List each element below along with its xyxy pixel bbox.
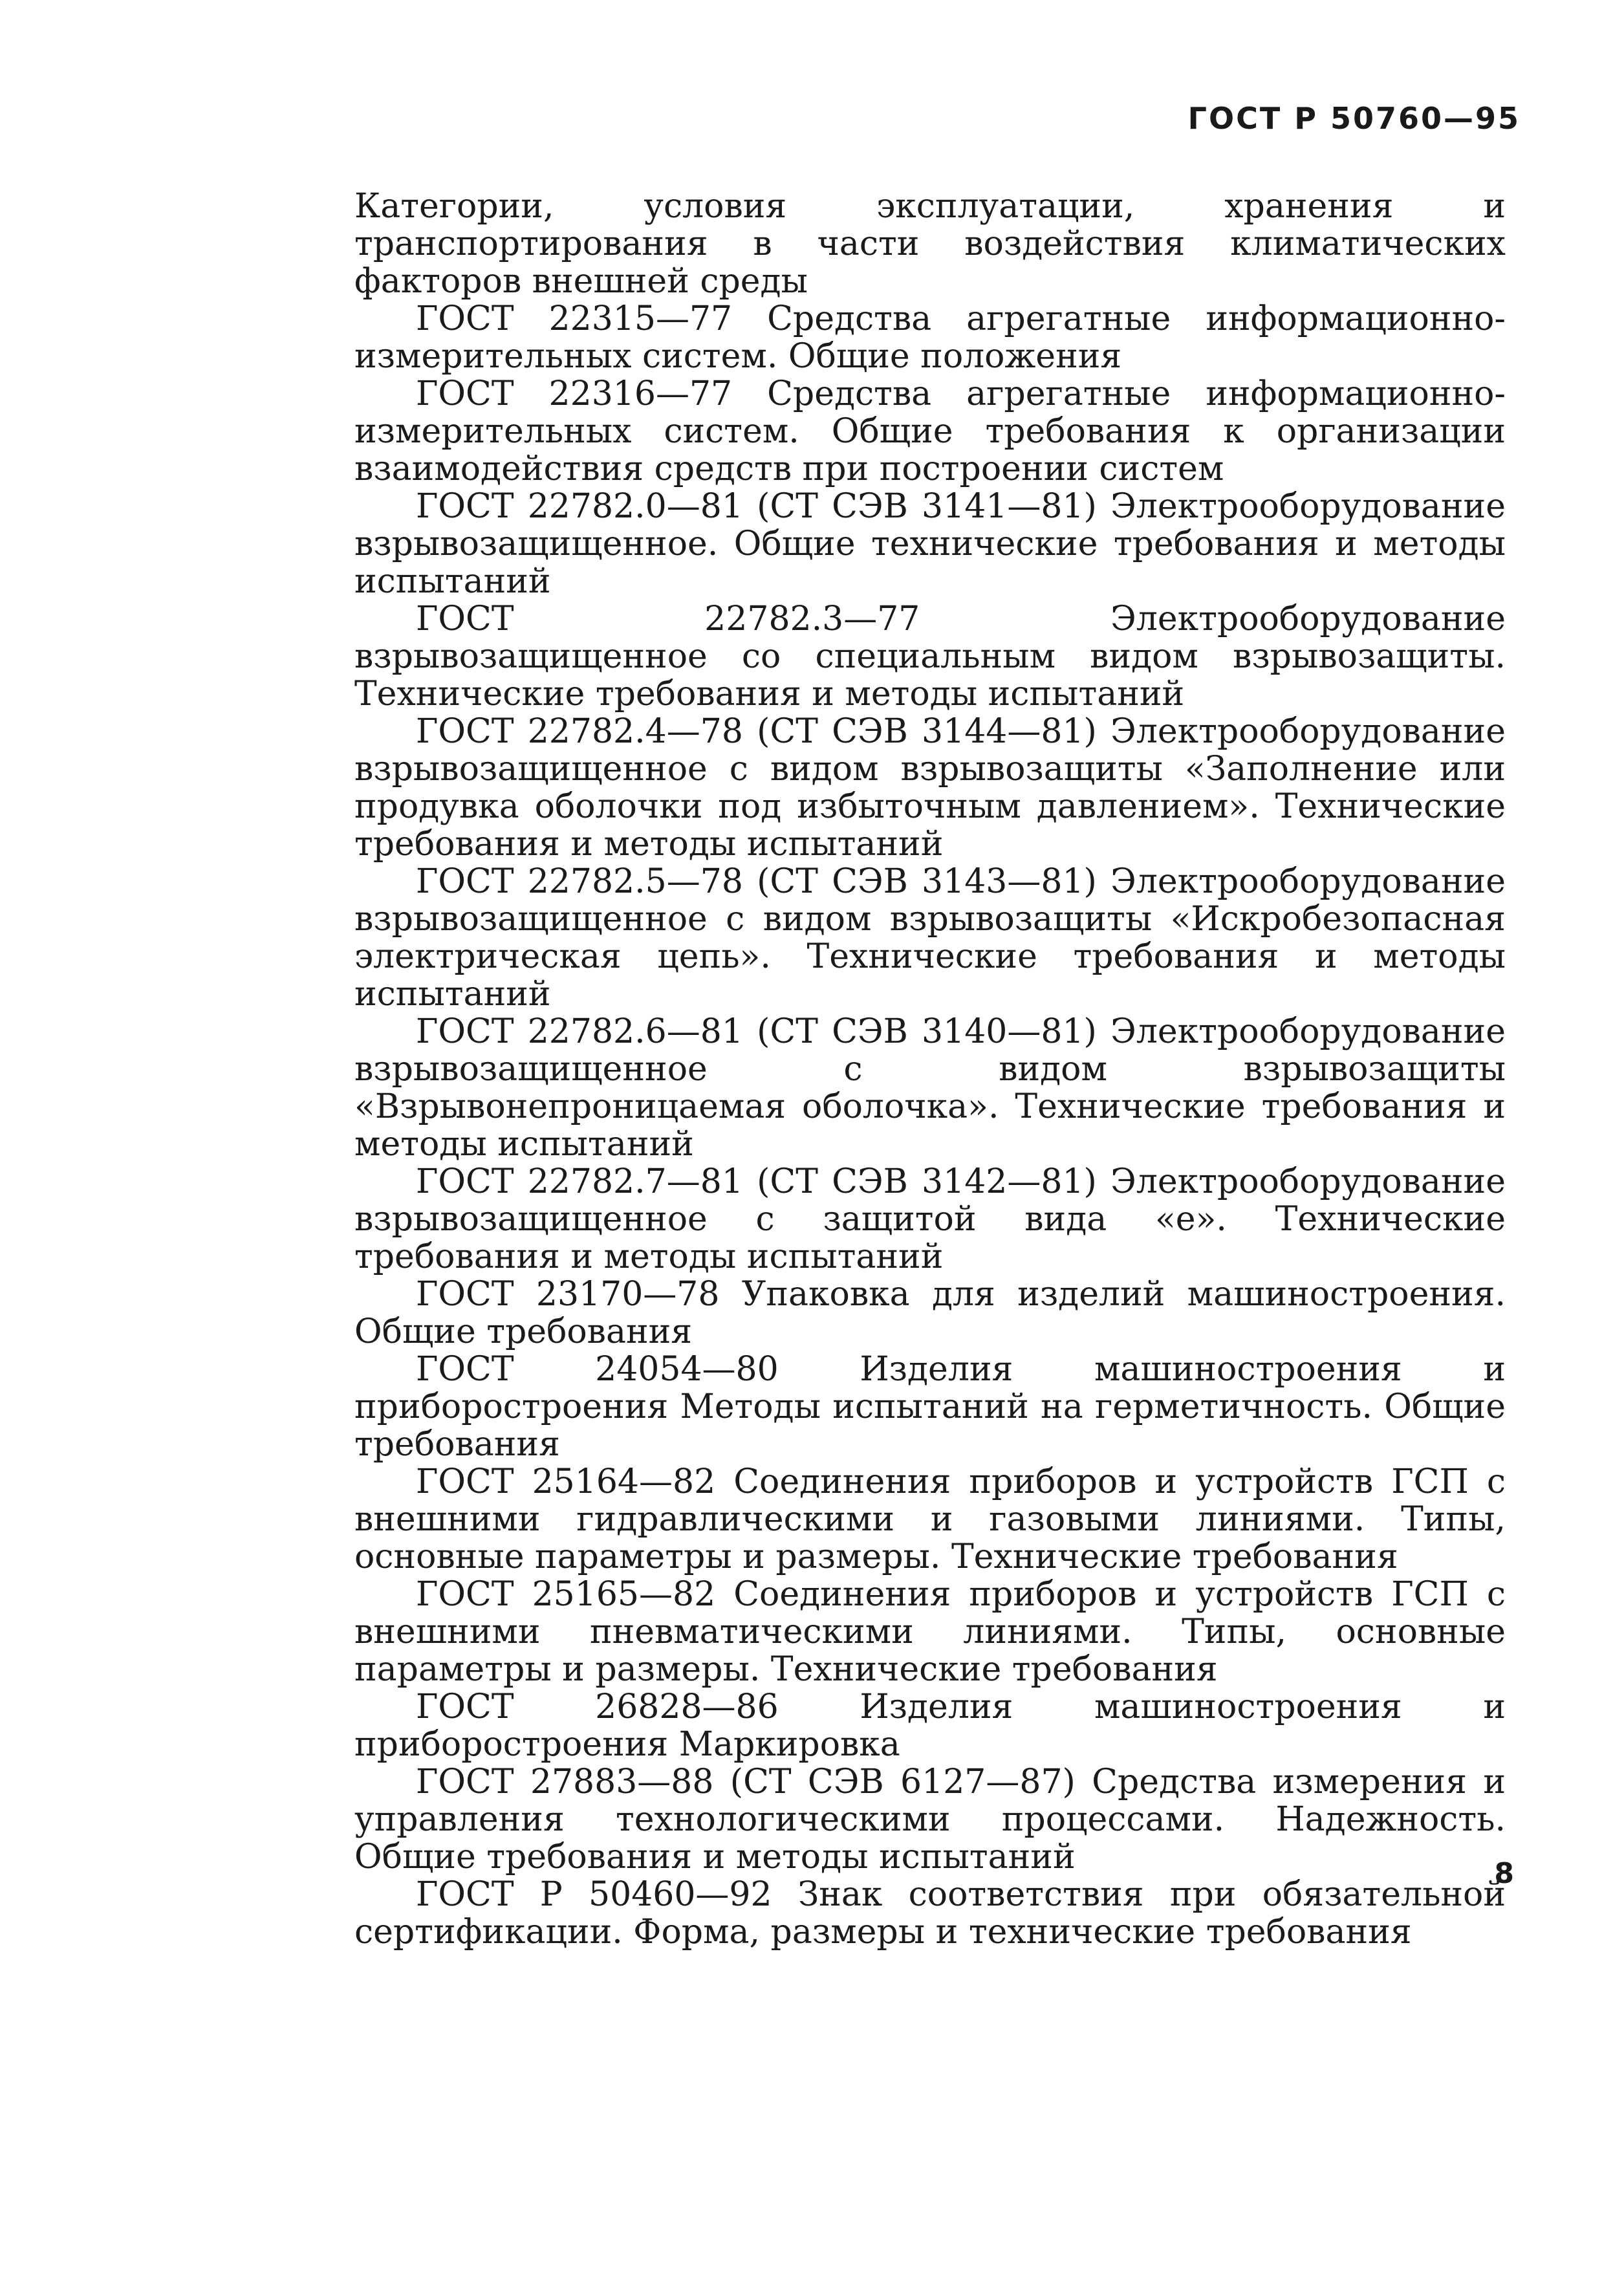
standard-entry: ГОСТ 22782.0—81 (СТ СЭВ 3141—81) Электрооборудование взрывозащищенное. Общие технические требования и методы испытаний xyxy=(354,487,1506,601)
standard-entry: ГОСТ Р 50460—92 Знак соответствия при обязательной сертификации. Форма, размеры и технические требования xyxy=(354,1875,1506,1951)
standard-entry: ГОСТ 22316—77 Средства агрегатные информационно-измерительных систем. Общие требования к организации взаимодействия средств при построении систем xyxy=(354,375,1506,488)
document-header: ГОСТ Р 50760—95 xyxy=(1187,101,1521,136)
standard-entry: ГОСТ 22782.7—81 (СТ СЭВ 3142—81) Электрооборудование взрывозащищенное с защитой вида «е». Технические требования и методы испытаний xyxy=(354,1162,1506,1276)
standard-entry: ГОСТ 24054—80 Изделия машиностроения и приборостроения Методы испытаний на герметичность. Общие требования xyxy=(354,1350,1506,1464)
standard-entry: ГОСТ 27883—88 (СТ СЭВ 6127—87) Средства измерения и управления технологическими процессами. Надежность. Общие требования и методы испытаний xyxy=(354,1763,1506,1876)
page-number: 8 xyxy=(1494,1857,1514,1890)
continuation-text: Категории, условия эксплуатации, хранения и транспортирования в части воздействия климатических факторов внешней среды xyxy=(354,187,1506,301)
standard-entry: ГОСТ 25165—82 Соединения приборов и устройств ГСП с внешними пневматическими линиями. Типы, основные параметры и размеры. Технические требования xyxy=(354,1575,1506,1689)
standard-entry: ГОСТ 25164—82 Соединения приборов и устройств ГСП с внешними гидравлическими и газовыми линиями. Типы, основные параметры и размеры. Технические требования xyxy=(354,1462,1506,1576)
standard-entry: ГОСТ 22782.5—78 (СТ СЭВ 3143—81) Электрооборудование взрывозащищенное с видом взрывозащиты «Искробезопасная электрическая цепь». Технические требования и методы испытаний xyxy=(354,862,1506,1014)
standard-entry: ГОСТ 22782.6—81 (СТ СЭВ 3140—81) Электрооборудование взрывозащищенное с видом взрывозащиты «Взрывонепроницаемая оболочка». Технические требования и методы испытаний xyxy=(354,1012,1506,1164)
standard-entry: ГОСТ 22315—77 Средства агрегатные информационно-измерительных систем. Общие положения xyxy=(354,299,1506,376)
standard-entry: ГОСТ 26828—86 Изделия машиностроения и приборостроения Маркировка xyxy=(354,1688,1506,1764)
standard-entry: ГОСТ 23170—78 Упаковка для изделий машиностроения. Общие требования xyxy=(354,1275,1506,1351)
standard-entry: ГОСТ 22782.4—78 (СТ СЭВ 3144—81) Электрооборудование взрывозащищенное с видом взрывозащиты «Заполнение или продувка оболочки под избыточным давлением». Технические требования и методы испытаний xyxy=(354,712,1506,864)
document-body xyxy=(354,188,1506,1951)
standard-entry: ГОСТ 22782.3—77 Электрооборудование взрывозащищенное со специальным видом взрывозащиты. Технические требования и методы испытаний xyxy=(354,600,1506,713)
